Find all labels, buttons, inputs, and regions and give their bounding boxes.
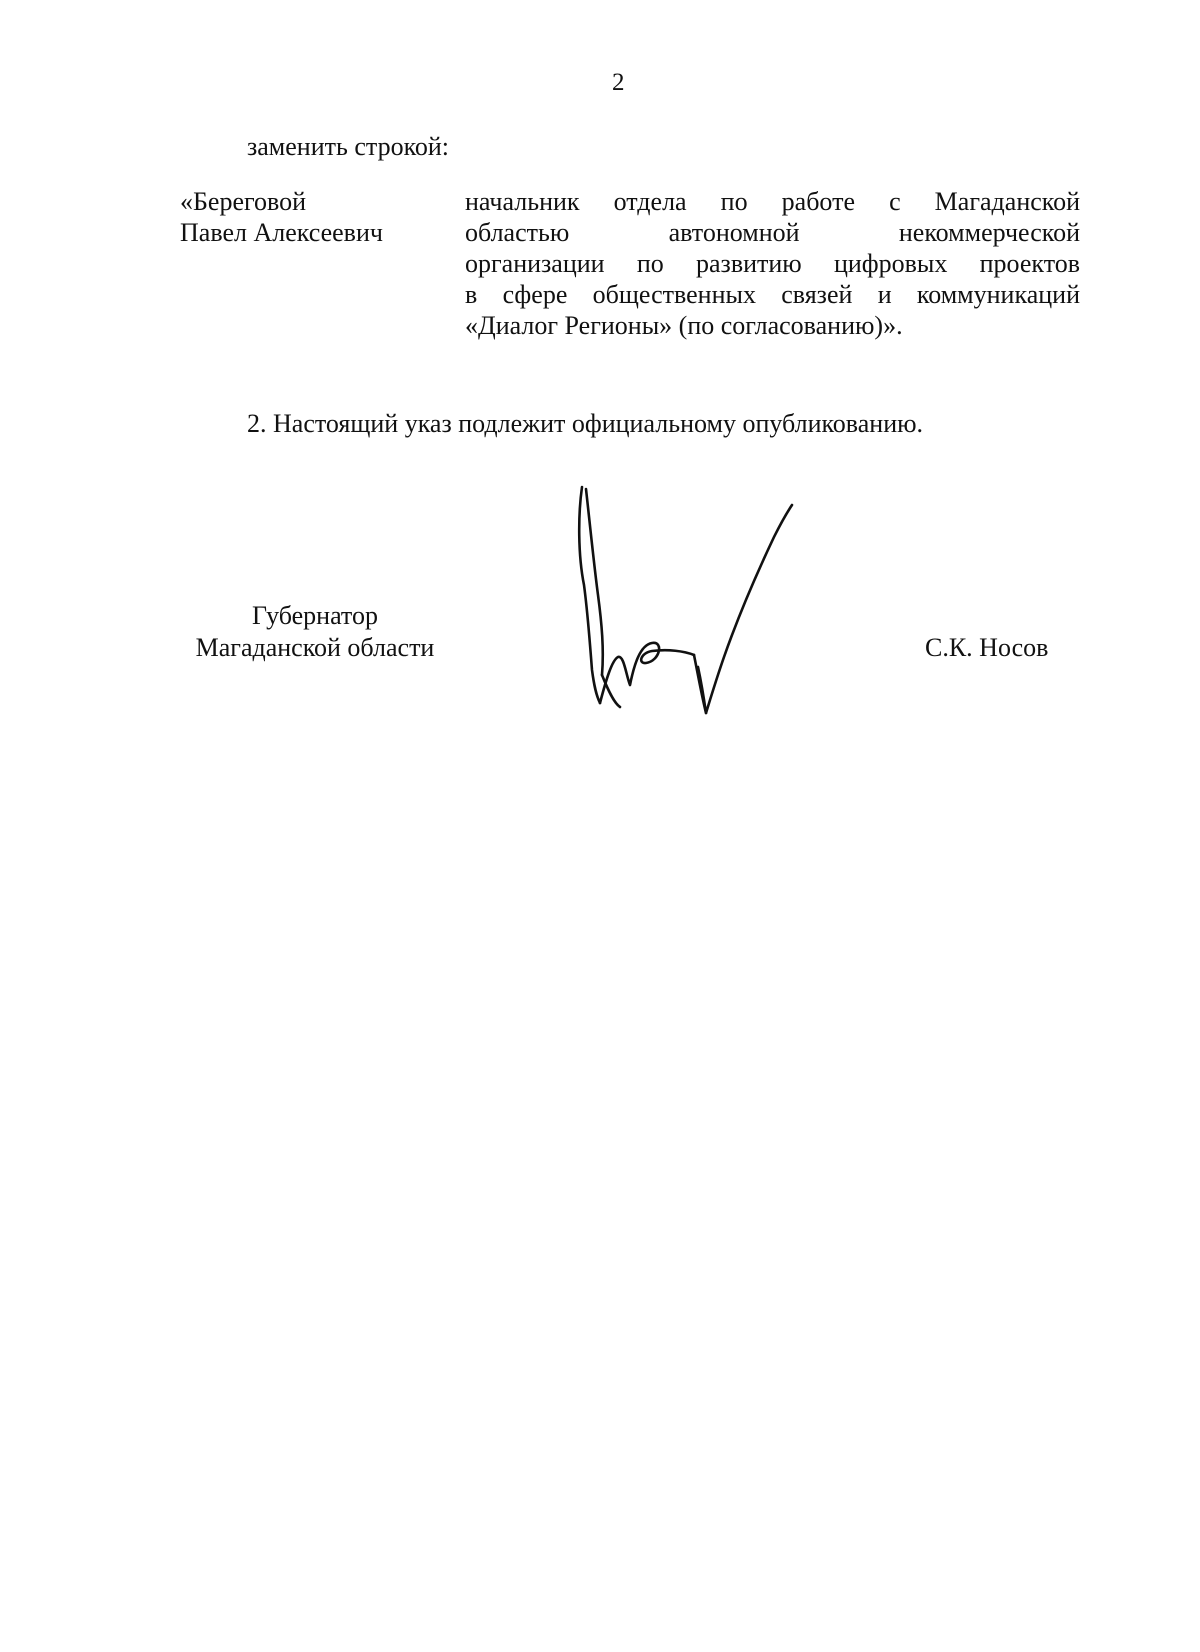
entry-description-line: «Диалог Регионы» (по согласованию)». xyxy=(465,311,903,340)
entry-name-line: «Береговой xyxy=(180,187,307,216)
entry-description-line: областью автономной некоммерческой xyxy=(465,218,1080,247)
entry-description-line: организации по развитию цифровых проектов xyxy=(465,249,1080,278)
entry-person-name xyxy=(180,186,440,248)
signer-name: С.К. Носов xyxy=(925,633,1049,662)
entry-name-line: Павел Алексеевич xyxy=(180,218,383,247)
entry-position-description xyxy=(465,186,1080,341)
page-number: 2 xyxy=(612,69,625,96)
clause-2: 2. Настоящий указ подлежит официальному опубликованию. xyxy=(247,409,924,438)
signer-position-line: Магаданской области xyxy=(195,633,435,662)
intro-text: заменить строкой: xyxy=(247,132,450,161)
handwritten-signature xyxy=(560,475,820,735)
signer-position-line: Губернатор xyxy=(252,601,378,630)
signer-position xyxy=(180,600,450,664)
entry-description-line: в сфере общественных связей и коммуникаций xyxy=(465,280,1080,309)
entry-description-line: начальник отдела по работе с Магаданской xyxy=(465,187,1080,216)
